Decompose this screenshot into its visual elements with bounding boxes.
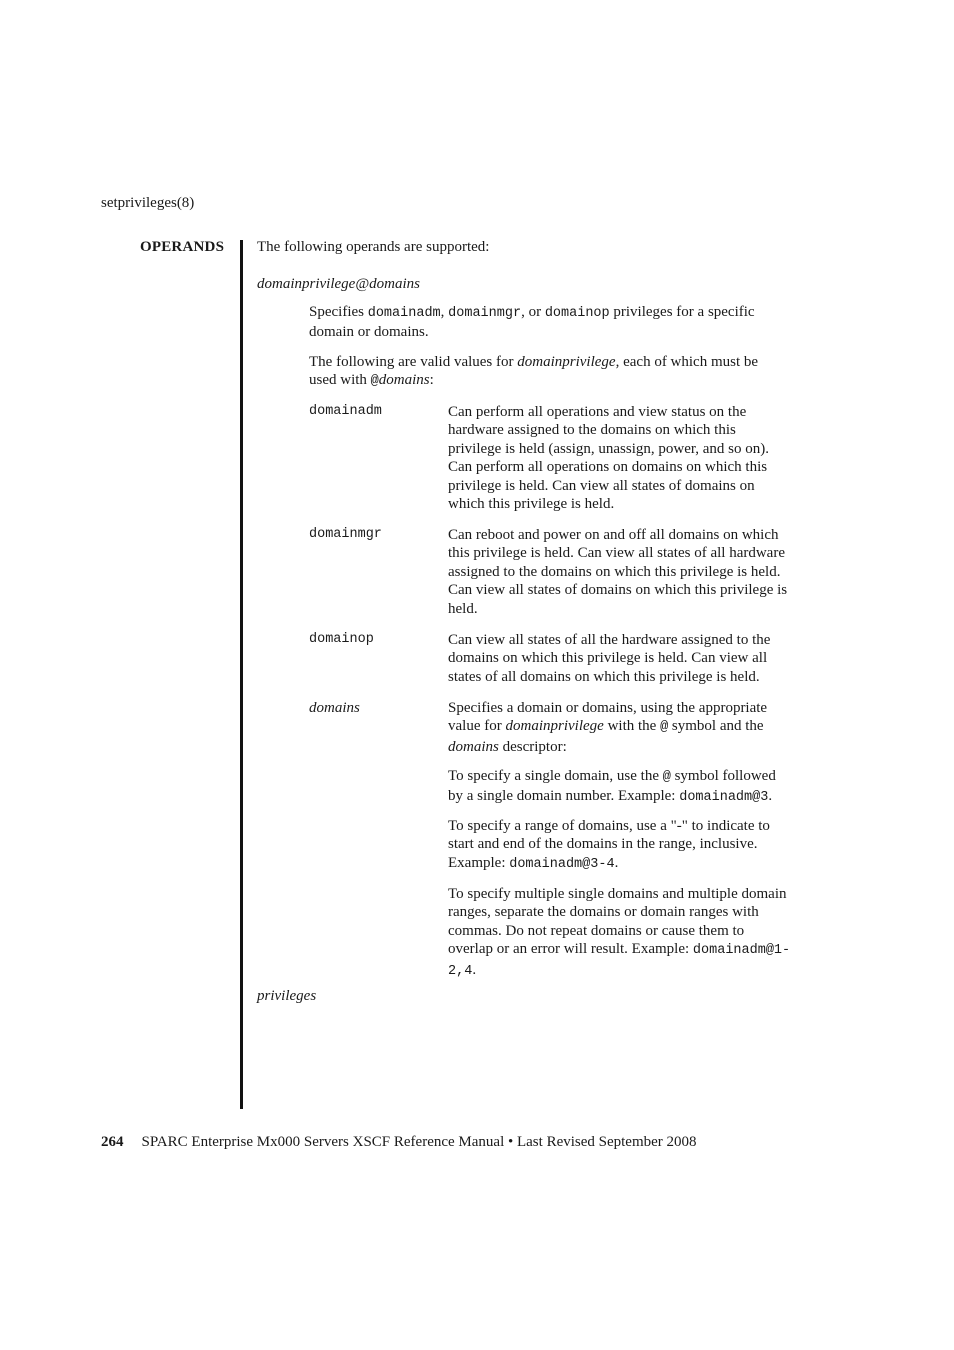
domains-range-example [448,817,840,874]
running-header: setprivileges(8) [101,195,195,211]
definition-body-domainop [448,631,840,686]
section-rule [240,240,243,1109]
text-line: domain or domains. [309,324,429,341]
domains-single-example [448,767,840,808]
definition-term-domainadm: domainadm [309,404,382,419]
text-line: overlap or an error will result. Example: domainadm@1- [448,941,791,959]
text-line: this privilege is held. Can view all states of all hardware [448,545,785,562]
text-line: To specify multiple single domains and multiple domain [448,886,787,902]
text-line: used with @domains: [309,372,434,390]
footer-text: SPARC Enterprise Mx000 Servers XSCF Reference Manual • Last Revised September 2008 [141,1134,697,1150]
text-line: The following are valid values for domainprivilege, each of which must be [309,354,759,370]
operand-values-intro [309,353,839,392]
text-line: 2,4. [448,961,477,979]
definition-term-domainop: domainop [309,632,374,647]
text-line: Specifies domainadm, domainmgr, or domainop privileges for a specific [309,304,755,321]
text-line: start and end of the domains in the range, inclusive. [448,836,758,853]
text-line: by a single domain number. Example: domainadm@3. [448,788,773,806]
text-line: To specify a single domain, use the @ symbol followed [448,768,776,785]
definition-body-domainmgr [448,526,840,618]
text-line: Specifies a domain or domains, using the appropriate [448,700,768,716]
section-heading: OPERANDS [140,239,225,255]
text-line: which this privilege is held. [448,496,615,513]
definition-body-domainadm [448,403,840,513]
operand-term-domainprivilege: domainprivilege@domains [257,276,420,292]
text-line: Can perform all operations on domains on which this [448,459,768,476]
text-line: domains descriptor: [448,738,567,755]
section-intro: The following operands are supported: [257,239,490,255]
text-line: Can view all states of domains on which this privilege is [448,582,788,599]
text-line: Can view all states of all the hardware assigned to the [448,632,771,648]
page-number: 264 [101,1134,124,1150]
operand-term-privileges: privileges [257,988,317,1004]
definition-term-domains: domains [309,700,360,716]
text-line: hardware assigned to the domains on which this [448,422,736,439]
text-line: Can reboot and power on and off all domains on which [448,527,779,543]
definition-term-domainmgr: domainmgr [309,527,382,542]
text-line: To specify a range of domains, use a "-" to indicate to [448,818,770,834]
text-line: privilege is held. Can view all states of domains on [448,477,755,494]
text-line: assigned to the domains on which this privilege is held. [448,563,781,580]
text-line: domains on which this privilege is held. Can view all [448,650,768,667]
text-line: ranges, separate the domains or domain ranges with [448,904,759,921]
text-line: privilege is held (assign, unassign, power, and so on). [448,440,770,457]
domains-multiple-example [448,885,840,981]
definition-body-domains [448,699,840,756]
text-line: Example: domainadm@3-4. [448,854,619,872]
text-line: value for domainprivilege with the @ symbol and the [448,718,764,736]
page-footer [101,1133,697,1151]
text-line: commas. Do not repeat domains or cause them to [448,922,745,939]
operand-description [309,303,839,342]
text-line: Can perform all operations and view status on the [448,404,747,420]
text-line: states of all domains on which this privilege is held. [448,668,760,685]
text-line: held. [448,600,478,617]
